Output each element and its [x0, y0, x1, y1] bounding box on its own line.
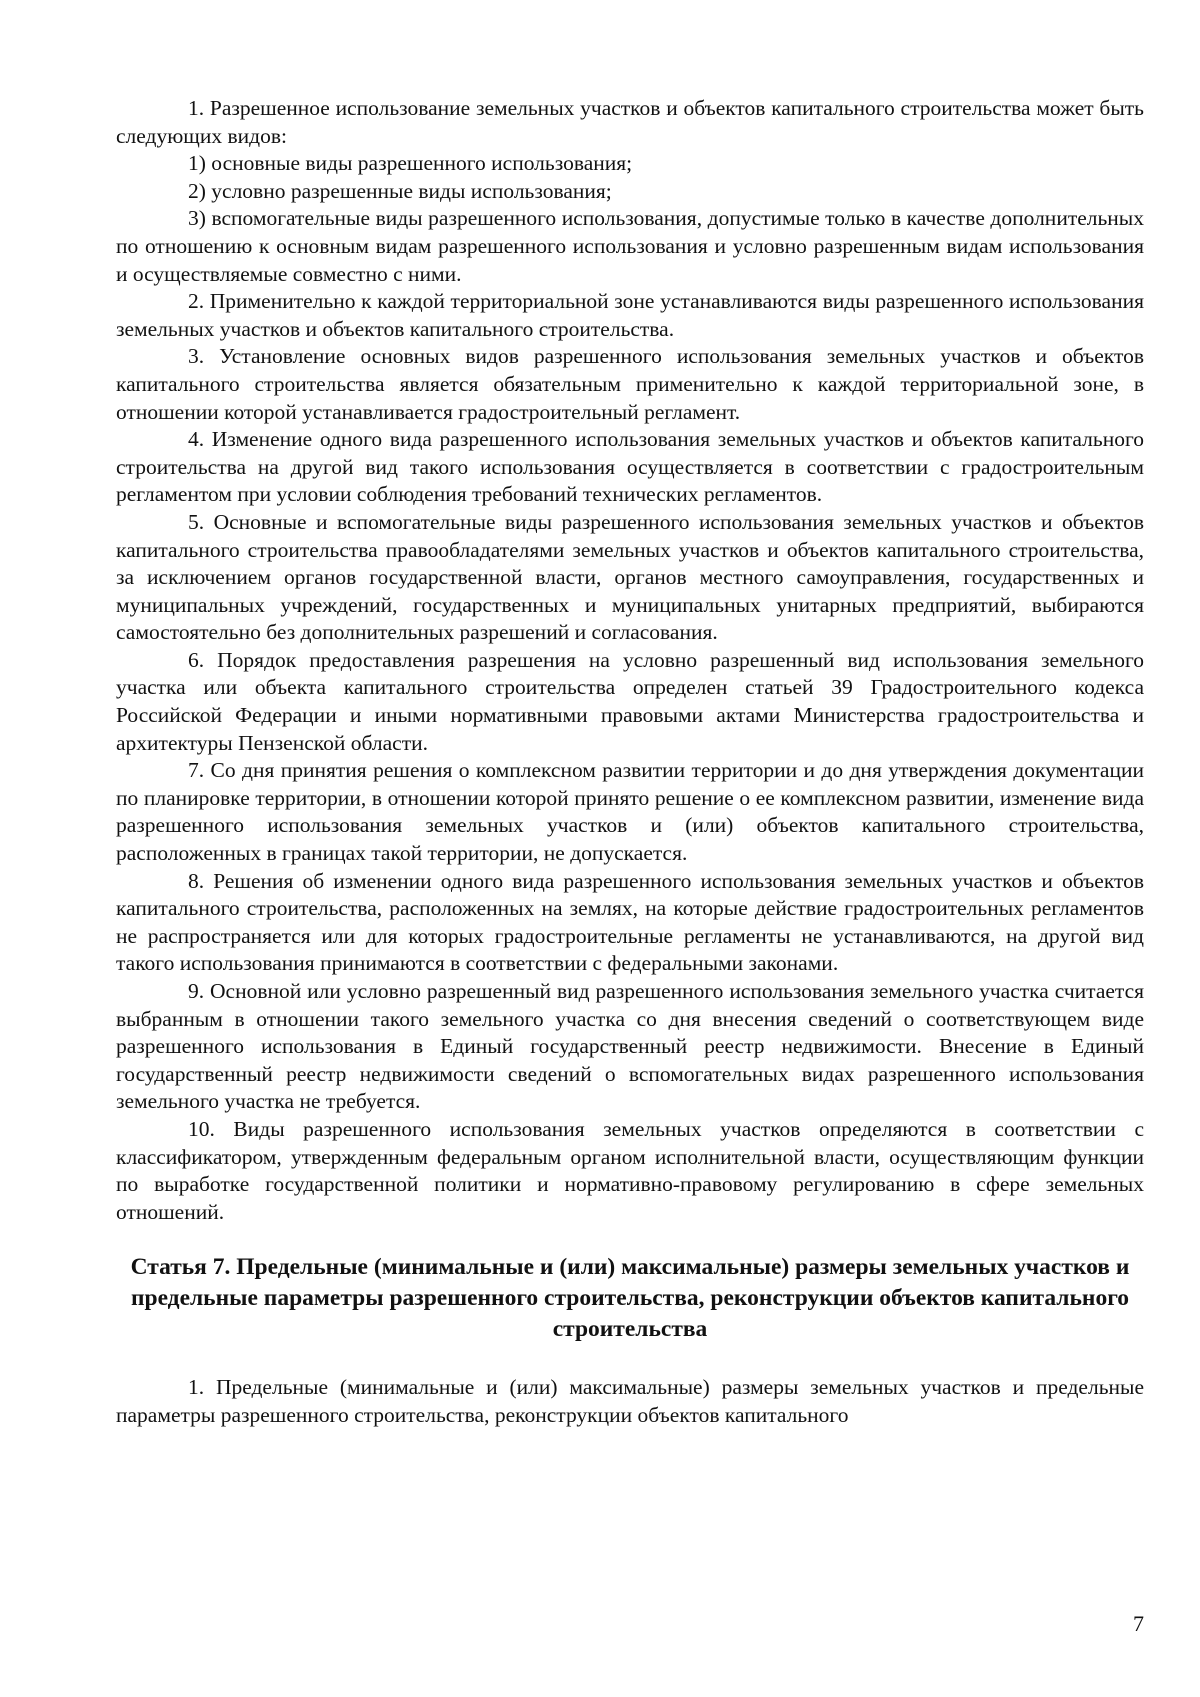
paragraph-9: 9. Основной или условно разрешенный вид разрешенного использования земельного участка считается выбранным в отношении такого земельного участка со дня внесения сведений о соответствующем виде разрешенного использования в Единый государственный реестр недвижимости. Внесение в Единый государственный реестр недвижимости сведений о вспомогательных видах разрешенного использования земельного участка не требуется.	[116, 979, 1144, 1114]
paragraph-1-item-3: 3) вспомогательные виды разрешенного использования, допустимые только в качестве дополнительных по отношению к основным видам разрешенного использования и условно разрешенным видам использования и осуществляемые совместно с ними.	[116, 206, 1144, 286]
paragraph-8: 8. Решения об изменении одного вида разрешенного использования земельных участков и объектов капитального строительства, расположенных на землях, на которые действие градостроительных регламентов не распространяется или для которых градостроительные регламенты не устанавливаются, на другой вид такого использования принимаются в соответствии с федеральными законами.	[116, 868, 1144, 976]
paragraph-4: 4. Изменение одного вида разрешенного использования земельных участков и объектов капитального строительства на другой вид такого использования осуществляется в соответствии с градостроительным регламентом при условии соблюдения требований технических регламентов.	[116, 427, 1144, 507]
paragraph-6: 6. Порядок предоставления разрешения на условно разрешенный вид использования земельного участка или объекта капитального строительства определен статьей 39 Градостроительного кодекса Российской Федерации и иными нормативными правовыми актами Министерства градостроительства и архитектуры Пензенской области.	[116, 647, 1144, 755]
page-number: 7	[1133, 1611, 1144, 1636]
article-7-heading: Статья 7. Предельные (минимальные и (или) максимальные) размеры земельных участков и предельные параметры разрешенного строительства, реконструкции объектов капитального строительства	[130, 1254, 1130, 1343]
paragraph-5: 5. Основные и вспомогательные виды разрешенного использования земельных участков и объектов капитального строительства правообладателями земельных участков и объектов капитального строительства, за исключением органов государственной власти, органов местного самоуправления, государственных и муниципальных учреждений, государственных и муниципальных унитарных предприятий, выбираются самостоятельно без дополнительных разрешений и согласования.	[116, 509, 1144, 645]
paragraph-7: 7. Со дня принятия решения о комплексном развитии территории и до дня утверждения документации по планировке территории, в отношении которой принято решение о ее комплексном развитии, изменение вида разрешенного использования земельных участков и (или) объектов капитального строительства, расположенных в границах такой территории, не допускается.	[116, 758, 1144, 866]
article-7-paragraph-1: 1. Предельные (минимальные и (или) максимальные) размеры земельных участков и предельные параметры разрешенного строительства, реконструкции объектов капитального	[116, 1375, 1144, 1427]
paragraph-1-item-1: 1) основные виды разрешенного использования;	[188, 151, 633, 176]
paragraph-10: 10. Виды разрешенного использования земельных участков определяются в соответствии с классификатором, утвержденным федеральным органом исполнительной власти, осуществляющим функции по выработке государственной политики и нормативно-правовому регулированию в сфере земельных отношений.	[116, 1116, 1144, 1224]
paragraph-2: 2. Применительно к каждой территориальной зоне устанавливаются виды разрешенного использования земельных участков и объектов капитального строительства.	[116, 289, 1144, 341]
paragraph-1: 1. Разрешенное использование земельных участков и объектов капитального строительства может быть следующих видов:	[116, 96, 1144, 148]
paragraph-3: 3. Установление основных видов разрешенного использования земельных участков и объектов капитального строительства является обязательным применительно к каждой территориальной зоне, в отношении которой устанавливается градостроительный регламент.	[116, 344, 1144, 424]
document-page	[116, 95, 1144, 1430]
paragraph-1-item-2: 2) условно разрешенные виды использования;	[188, 178, 612, 203]
